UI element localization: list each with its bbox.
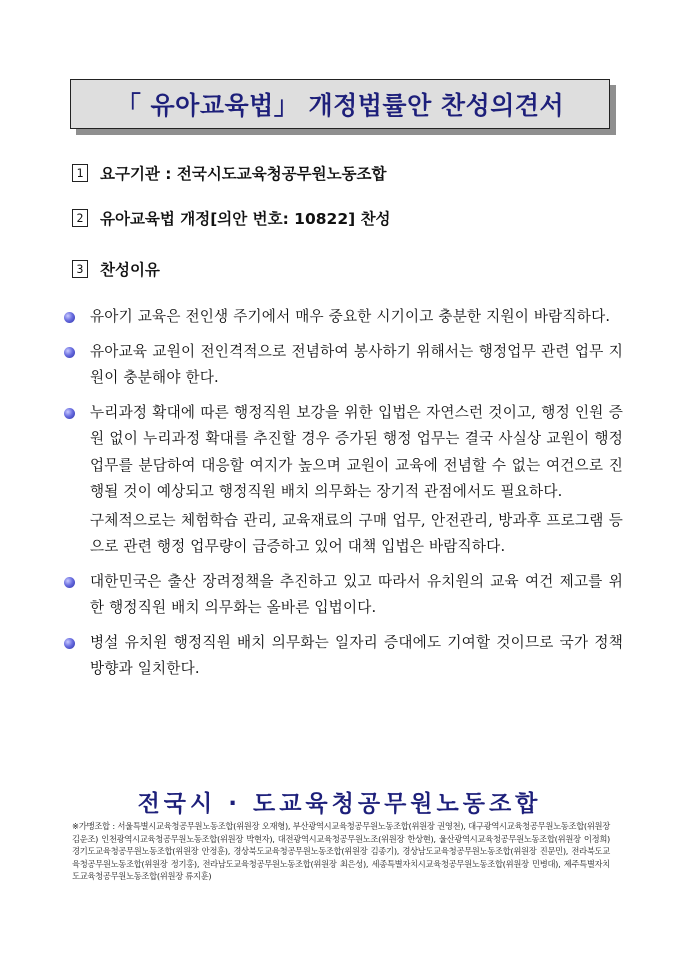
bullet-circle-icon: [64, 408, 75, 419]
reasons-list: [63, 304, 623, 691]
reason-text: 유아기 교육은 전인생 주기에서 매우 중요한 시기이고 충분한 지원이 바람직하다.: [90, 308, 611, 325]
section-heading: 찬성이유: [100, 261, 160, 279]
bullet-circle-icon: [64, 312, 75, 323]
section-requesting-agency: [72, 162, 387, 184]
footer-organization: 전국시 · 도교육청공무원노동조합: [137, 791, 542, 817]
reason-text: 대한민국은 출산 장려정책을 추진하고 있고 따라서 유치원의 교육 여건 제고를 위한 행정직원 배치 의무화는 올바른 입법이다.: [90, 572, 623, 616]
reason-item: [63, 569, 623, 622]
title-banner: [70, 79, 612, 131]
reason-text-detail: 구체적으로는 체험학습 관리, 교육재료의 구매 업무, 안전관리, 방과후 프로그램 등으로 관련 행정 업무량이 급증하고 있어 대책 입법은 바람직하다.: [90, 511, 623, 555]
section-bill-support: [72, 207, 391, 229]
footer-member-unions: ※가맹조합 : 서울특별시교육청공무원노동조합(위원장 오재형), 부산광역시교육청공무원노동조합(위원장 권영천), 대구광역시교육청공무원노동조합(위원장 김운조) 인천광역시교육청공무원노동조합(위원장 박현자), 대전광역시교육청공무원노조(위원장 한상현), 울산광역시교육청공무원노동조합(위원장 이정희) 경기도교육청공무원노동조합(위원장 안정훈), 경상북도교육청공무원노동조합(위원장 김종기), 경상남도교육청공무원노동조합(위원장 진문민), 전라북도교육청공무원노동조합(위원장 정기홍), 전라남도교육청공무원노동조합(위원장 최은성), 세종특별자치시교육청공무원노동조합(위원장 민병대), 제주특별자치도교육청공무원노동조합(위원장 류지훈): [72, 821, 610, 881]
reason-text: 병설 유치원 행정직원 배치 의무화는 일자리 증대에도 기여할 것이므로 국가 정책방향과 일치한다.: [90, 633, 623, 677]
reason-text: 누리과정 확대에 따른 행정직원 보강을 위한 입법은 자연스런 것이고, 행정 인원 증원 없이 누리과정 확대를 추진할 경우 증가된 행정 업무는 결국 사실상 교원이 행정 업무를 분담하여 대응할 여지가 높으며 교원이 교육에 전념할 수 없는 여건으로 진행될 것이 예상되고 행정직원 배치 의무화는 장기적 관점에서도 필요하다.: [90, 403, 623, 500]
section-heading: 요구기관 : 전국시도교육청공무원노동조합: [100, 165, 387, 183]
reason-text: 유아교육 교원이 전인격적으로 전념하여 봉사하기 위해서는 행정업무 관련 업무 지원이 충분해야 한다.: [90, 342, 623, 386]
title-box: [70, 79, 610, 129]
reason-item: [63, 304, 623, 331]
bullet-circle-icon: [64, 638, 75, 649]
section-reasons: [72, 258, 160, 280]
section-heading: 유아교육법 개정[의안 번호: 10822] 찬성: [100, 210, 391, 228]
section-number-box: 3: [72, 260, 88, 278]
reason-item: [63, 400, 623, 561]
bullet-circle-icon: [64, 577, 75, 588]
reason-item: [63, 630, 623, 683]
bullet-circle-icon: [64, 347, 75, 358]
document-title: 「 유아교육법」 개정법률안 찬성의견서: [115, 91, 565, 120]
reason-item: [63, 339, 623, 392]
section-number-box: 1: [72, 164, 88, 182]
section-number-box: 2: [72, 209, 88, 227]
